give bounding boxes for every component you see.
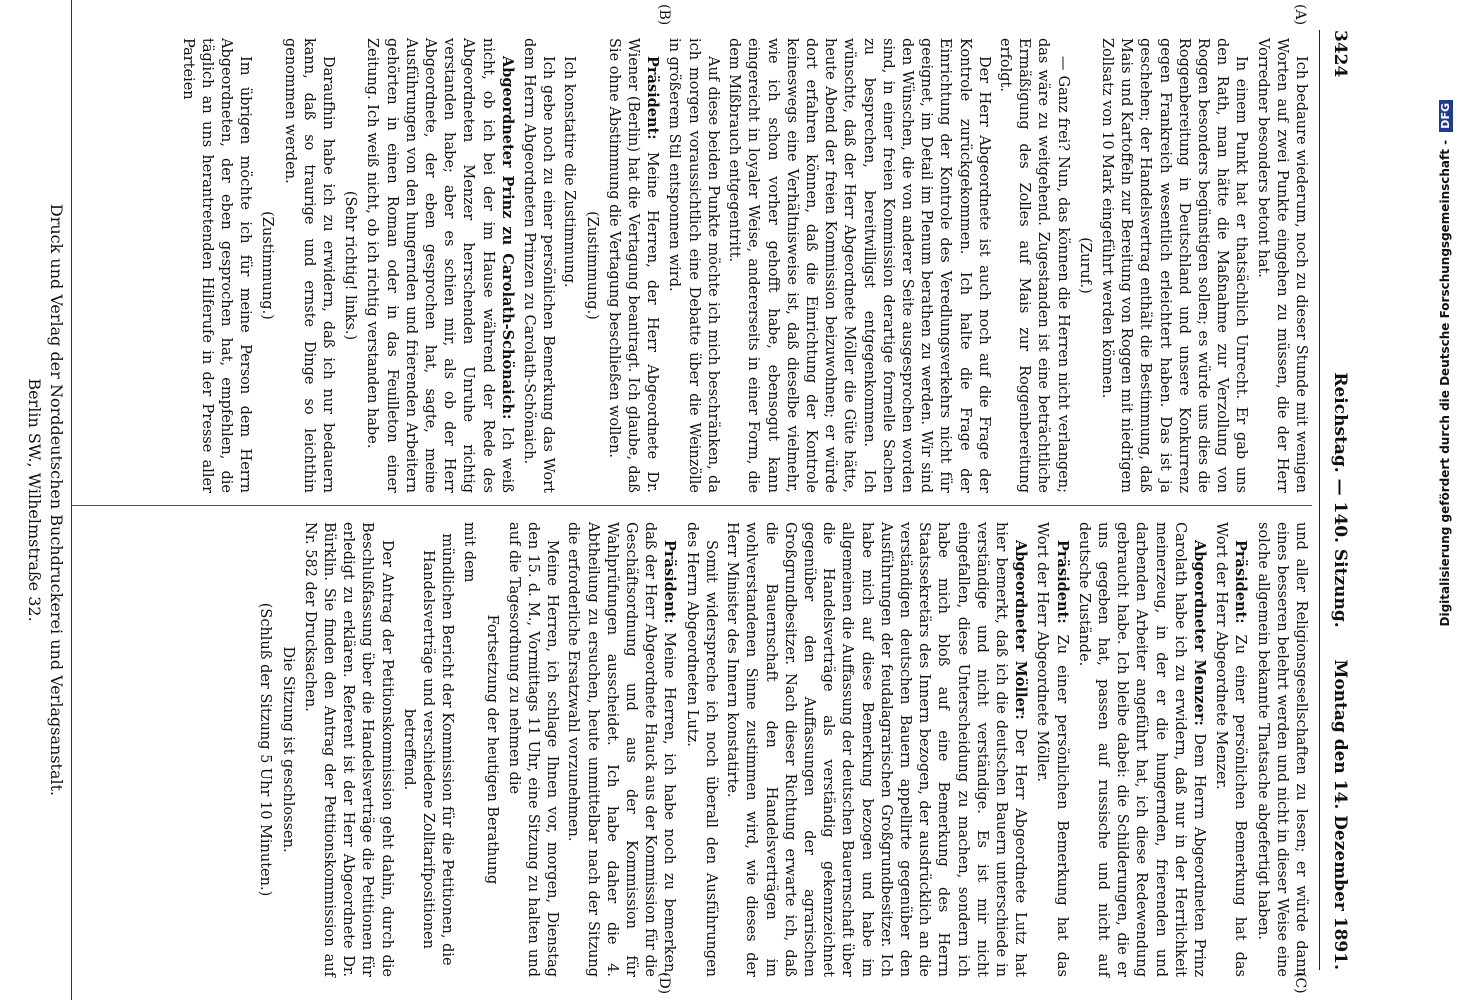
speech (1032, 522, 1071, 977)
margin-mark-a: (A) (1292, 4, 1308, 26)
speaker: Präsident: (661, 540, 679, 624)
interjection: (Sehr richtig! links.) (342, 190, 359, 341)
margin-mark-b: (B) (656, 4, 672, 26)
dfg-credit-text: Digitalisierung gefördert durch die Deutsche Forschungsgemeinschaft - (1438, 139, 1452, 627)
paragraph: In einem Punkt hat er thatsächlich Unrecht. Er gab uns den Rath, man hätte die Maßnahme zur Verzollung von Roggen besonders begünstigen sollen; es würde uns dies die Roggenbereitung in Deutschland und unsere Konkurrenz gegen Frankreich wesentlich erleichtert haben. Das ist ja geschehen; der Handelsvertrag enthält die Bestimmung, daß Mais und Kartoffeln zur Bereitung von Roggen mit niedrigem Zollsatz von 10 Mark eingeführt werden können. (1098, 38, 1250, 493)
header-title: Reichstag. — 140. Sitzung. (1330, 372, 1350, 628)
header-date: Montag den 14. Dezember 1891. (1330, 659, 1350, 970)
paragraph: Der Herr Abgeordnete ist auch noch auf die Frage der Kontrole zurückgekommen. Ich halte die Frage der Einrichtung der Kontrole des Veredlungsverkehrs nicht für geeignet, im Detail im Plenum berathen zu werden. Wir sind den Wünschen, die von anderer Seite ausgesprochen worden sind, in einer freien Kommission derartige formelle Sachen zu besprechen, bereitwilligst entgegenkommen. Ich wünschte, daß der Herr Abgeordnete Möller die Güte hätte, heute Abend der freien Kommission beizuwohnen; er würde dort erfahren können, daß die Einrichtung der Kontrole keineswegs eine Verhältnisweise ist, daß dieselbe vielmehr, wie ich schon vorher gehofft habe, ebensogut kann eingereicht in loyaler Weise, andererseits in einer Form, die dem Mißbrauch entgegentritt. (726, 38, 992, 493)
speech (1211, 522, 1250, 977)
speaker: Präsident: (644, 56, 662, 140)
paragraph: Ich gebe noch zu einer persönlichen Bemerkung das Wort dem Herrn Abgeordneten Prinzen zu Carolath-Schönaich. (521, 38, 557, 493)
page-number: 3424 (1330, 30, 1350, 78)
speech (722, 522, 1030, 977)
speech-text: Ich weiß nicht, ob ich bei der im Hause während der Rede des Abgeordneten Menzer herrschenden Unruhe richtig verstanden habe; aber es schien mir, als ob der Herr Abgeordnete, der eben gesprochen hat, sagte, meine Ausführungen von den hungernden und frierenden Arbeitern gehörten in einen Roman oder in das Feuilleton einer Zeitung. Ich weiß nicht, ob ich richtig verstanden habe. (364, 38, 515, 493)
page-header (1320, 30, 1350, 970)
speech-text: Zu einer persönlichen Bemerkung hat das Wort der Herr Abgeordnete Möller. (1034, 522, 1070, 977)
dfg-logo: DFG (1439, 100, 1453, 132)
paragraph: Ich konstatire die Zustimmung. (561, 56, 578, 288)
rotated-page (2, 0, 1372, 1000)
header-rule (1319, 30, 1320, 970)
closing-line: Die Sitzung ist geschlossen. (279, 646, 296, 853)
closing-time: (Schluß der Sitzung 5 Uhr 10 Minuten.) (257, 602, 274, 897)
speaker: Präsident: (1232, 540, 1250, 624)
paragraph: Im übrigen möchte ich für meine Person dem Herrn Abgeordneten, der eben gesprochen hat, empfehlen, die täglich an uns herantretenden Hilferufe in der Presse aller Parteien (179, 38, 254, 493)
speech-text: Der Herr Abgeordnete Lutz hat hier bemerkt, daß ich die deutschen Bauern unterschiede in verständige und nicht verständige. Es ist mir nicht eingefallen, diese Unterscheidung zu machen, sondern ich habe mich bloß auf eine Bemerkung des Herrn Staatssekretärs des Innern bezogen, der ausdrücklich an die verständigen deutschen Bauern appellirte gegenüber den Ausführungen der feudalagrarischen Großgrundbesitzer. Ich habe mich auf diese Bemerkung bezogen und habe im allgemeinen die Auffassung der deutschen Bauernschaft über die Handelsverträge als verständig gekennzeichnet gegenüber den Auffassungen der agrarischen Großgrundbesitzer. Nach dieser Richtung erwarte ich, daß die Bauernschaft den Handelsverträgen im wohlverstandenen Sinne zustimmen wird, wie dieses der Herr Minister des Innern konstatirte. (724, 522, 1029, 978)
paragraph: Daraufhin habe ich zu erwidern, daß ich nur bedauern kann, daß so traurige und ernste Dinge so leichthin genommen werden. (281, 38, 337, 493)
speech-text: Meine Herren, der Herr Abgeordnete Dr. Wiener (Berlin) hat die Vertagung beantragt. Ich glaube, daß Sie ohne Abstimmung die Vertagung beschließen wollen. (605, 38, 661, 493)
column-divider (72, 505, 1312, 506)
paragraph: — Ganz frei? Nun, das können die Herren nicht verlangen; das wäre zu weitgehend. Zugestanden ist eine beträchtliche Ermäßigung des Zolles auf Mais zur Roggenbereitung erfolgt. (996, 38, 1071, 493)
speech (604, 38, 663, 493)
imprint-line-1: Druck und Verlag der Norddeutschen Buchdruckerei und Verlagsanstalt. (47, 203, 66, 797)
speech (563, 522, 679, 977)
left-column (175, 38, 1310, 493)
margin-mark-d: (D) (656, 972, 672, 995)
paragraph: Der Antrag der Petitionskommission geht dahin, durch die Beschlußfassung über die Handelsverträge die Petitionen für erledigt zu erklären. Referent ist der Herr Abgeordnete Dr. Bürklin. Sie finden den Antrag der Petitionskommission auf Nr. 582 der Drucksachen. (301, 522, 395, 977)
right-column (252, 522, 1310, 977)
paragraph: mit dem (461, 522, 478, 583)
imprint (23, 0, 72, 1000)
speech-text: Zu einer persönlichen Bemerkung hat das Wort der Herr Abgeordnete Menzer. (1213, 522, 1249, 977)
interjection: (Zuruf.) (1076, 237, 1093, 294)
paragraph: Ich bedaure wiederum, noch zu dieser Stunde mit wenigen Worten auf zwei Punkte eingehen zu müssen, die der Herr Vorredner besonders betont hat. (1254, 38, 1309, 493)
paragraph: Somit widerspreche ich noch überall den Ausführungen des Herrn Abgeordneten Lutz. (683, 522, 719, 977)
speech (1074, 522, 1209, 977)
footer-rule (71, 0, 72, 1000)
speech-text: Dem Herrn Abgeordneten Prinz Carolath habe ich zu erwidern, daß nur in der Herrlichkeit meinerzeug, in der er die hungernden, frierenden und darbenden Arbeiter angeführt hat, ich diese Redewendung gebraucht habe. Ich bleibe dabei: die Schilderungen, die er uns gegeben hat, passen auf russische und nicht auf deutsche Zustände. (1075, 522, 1207, 977)
speaker: Abgeordneter Menzer: (1190, 540, 1208, 726)
dfg-credit (1400, 100, 1452, 980)
speaker: Präsident: (1053, 540, 1071, 624)
speech-text: Meine Herren, ich habe noch zu bemerken, daß der Herr Abgeordnete Hauck aus der Kommission für die Geschäftsordnung und aus der Kommission für Wahlprüfungen ausscheidet. Ich habe daher die 4. Abtheilung zu ersuchen, heute unmittelbar nach der Sitzung die erforderliche Ersatzwahl vorzunehmen. (565, 522, 678, 977)
agenda-item: mündlichen Bericht der Kommission für die Petitionen, die Handelsverträge und verschiedene Zolltarifpositionen betreffend. (400, 533, 456, 966)
dfg-credit-text-wrap (1430, 100, 1460, 980)
paragraph: Auf diese beiden Punkte möchte ich mich beschränken, da ich morgen voraussichtlich eine Debatte über die Weinzölle in größerem Stil entsponnen wird. (666, 38, 721, 493)
interjection: (Zustimmung.) (259, 211, 276, 320)
paragraph: Meine Herren, ich schlage Ihnen vor, morgen, Dienstag den 15. d. M., Vormittags 11 Uhr, eine Sitzung zu halten und auf die Tagesordnung zu nehmen die (505, 522, 561, 977)
speaker: Abgeordneter Prinz zu Carolath-Schönaich: (498, 56, 516, 420)
imprint-line-2: Berlin SW., Wilhelmstraße 32. (25, 378, 44, 622)
agenda-item: Fortsetzung der heutigen Berathung (483, 614, 500, 885)
margin-mark-c: (C) (1292, 972, 1308, 994)
paragraph: und aller Religionsgesellschaften zu lesen; er würde dann eines besseren belehrt werden und nicht in dieser Weise eine solche allgemein bekannte Thatsache abgefertigt haben. (1254, 522, 1309, 977)
interjection: (Zustimmung.) (583, 211, 600, 320)
speaker: Abgeordneter Möller: (1012, 540, 1030, 720)
speech (362, 38, 517, 493)
